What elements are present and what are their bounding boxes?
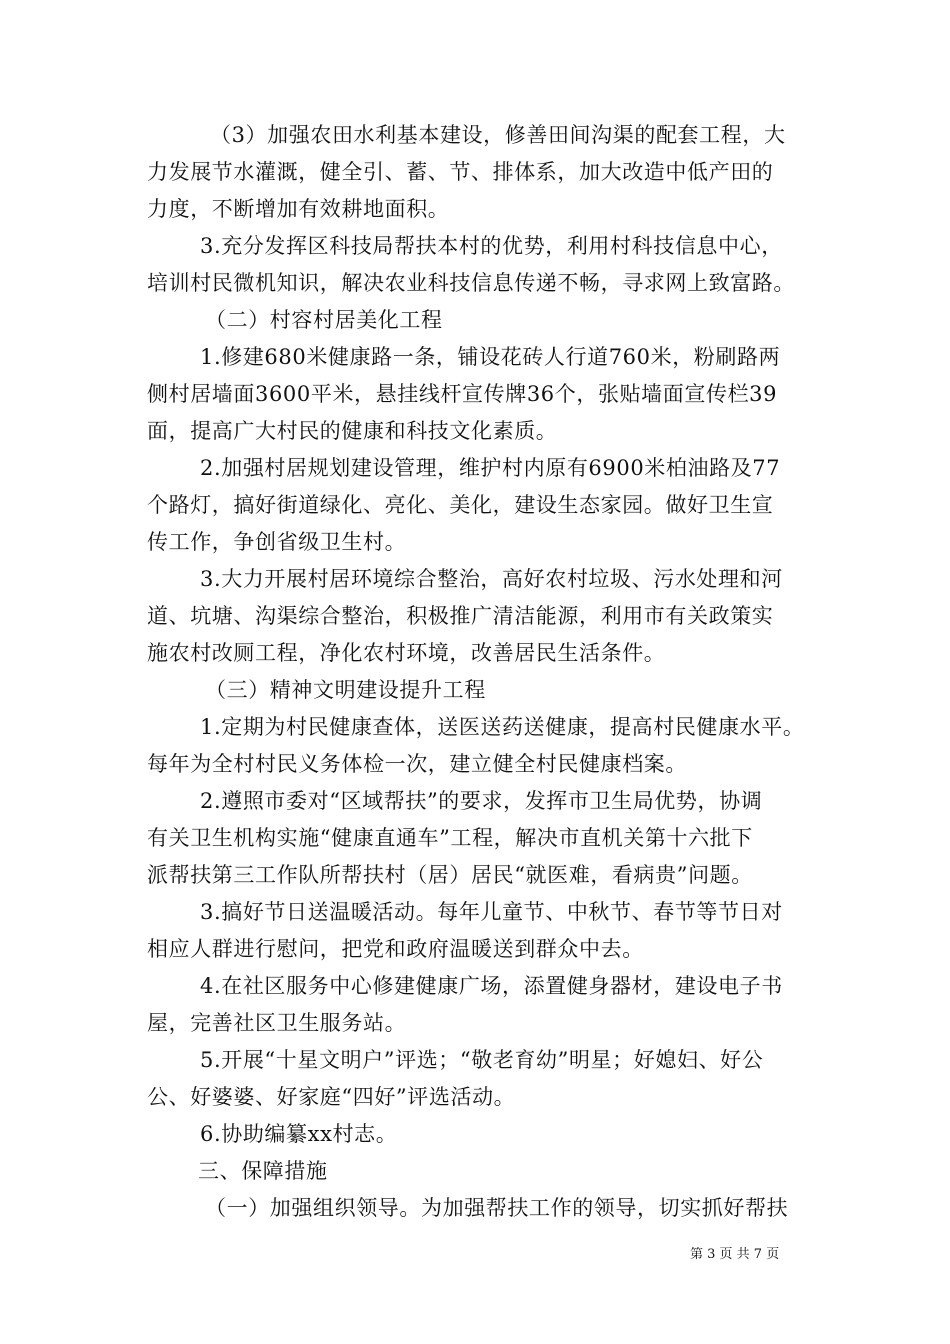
- text-line: 5.开展“十星文明户”评选；“敬老育幼”明星；好媳妇、好公: [200, 1048, 764, 1072]
- text-line: 每年为全村村民义务体检一次，建立健全村民健康档案。: [147, 752, 687, 776]
- section-heading: （二）村容村居美化工程: [205, 308, 443, 332]
- text-line: 有关卫生机构实施“健康直通车”工程，解决市直机关第十六批下: [147, 826, 753, 850]
- text-line: （一）加强组织领导。为加强帮扶工作的领导，切实抓好帮扶: [205, 1196, 789, 1220]
- text-line: 1.定期为村民健康查体，送医送药送健康，提高村民健康水平。: [200, 715, 805, 739]
- text-line: 相应人群进行慰问，把党和政府温暖送到群众中去。: [147, 937, 644, 961]
- text-line: 1.修建680米健康路一条，铺设花砖人行道760米，粉刷路两: [200, 345, 781, 369]
- text-line: （3）加强农田水利基本建设，修善田间沟渠的配套工程，大: [210, 123, 786, 147]
- section-heading: （三）精神文明建设提升工程: [205, 678, 486, 702]
- text-line: 屋，完善社区卫生服务站。: [147, 1011, 407, 1035]
- text-line: 2.加强村居规划建设管理，维护村内原有6900米柏油路及77: [200, 456, 781, 480]
- text-line: 侧村居墙面3600平米，悬挂线杆宣传牌36个，张贴墙面宣传栏39: [147, 382, 778, 406]
- text-line: 传工作，争创省级卫生村。: [147, 530, 407, 554]
- text-line: 3.大力开展村居环境综合整治，高好农村垃圾、污水处理和河: [200, 567, 783, 591]
- section-heading: 三、保障措施: [198, 1159, 328, 1183]
- text-line: 2.遵照市委对“区域帮扶”的要求，发挥市卫生局优势，协调: [200, 789, 763, 813]
- text-line: 个路灯，搞好街道绿化、亮化、美化，建设生态家园。做好卫生宣: [147, 493, 774, 517]
- text-line: 面，提高广大村民的健康和科技文化素质。: [147, 419, 558, 443]
- text-line: 道、坑塘、沟渠综合整治，积极推广清洁能源，利用市有关政策实: [147, 604, 774, 628]
- text-line: 培训村民微机知识，解决农业科技信息传递不畅，寻求网上致富路。: [147, 271, 795, 295]
- text-line: 4.在社区服务中心修建健康广场，添置健身器材，建设电子书: [200, 974, 783, 998]
- text-line: 6.协助编纂xx村志。: [200, 1122, 398, 1146]
- text-line: 3.充分发挥区科技局帮扶本村的优势，利用村科技信息中心，: [200, 234, 783, 258]
- text-line: 力发展节水灌溉，健全引、蓄、节、排体系，加大改造中低产田的: [147, 160, 774, 184]
- text-line: 施农村改厕工程，净化农村环境，改善居民生活条件。: [147, 641, 666, 665]
- page-number-footer: 第 3 页 共 7 页: [690, 1247, 780, 1262]
- text-line: 力度，不断增加有效耕地面积。: [147, 197, 450, 221]
- text-line: 公、好婆婆、好家庭“四好”评选活动。: [147, 1085, 516, 1109]
- text-line: 3.搞好节日送温暖活动。每年儿童节、中秋节、春节等节日对: [200, 900, 783, 924]
- text-line: 派帮扶第三工作队所帮扶村（居）居民“就医难，看病贵”问题。: [147, 863, 753, 887]
